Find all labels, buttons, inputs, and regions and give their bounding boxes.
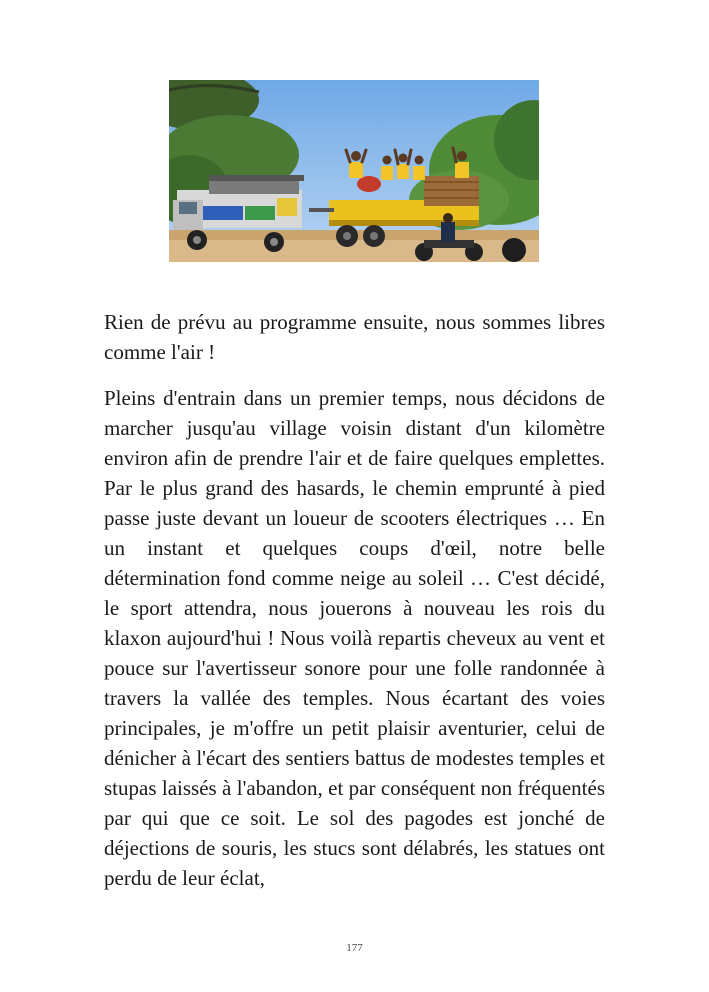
body-text [104,307,605,893]
paragraph-2: Pleins d'entrain dans un premier temps, nous décidons de marcher jusqu'au village voisin distant d'un kilomètre environ afin de prendre l'air et de faire quelques emplettes. Par le plus grand des hasards, le chemin emprunté à pied passe juste devant un loueur de scooters électriques … En un instant et quelques coups d'œil, notre belle détermination fond comme neige au soleil … C'est décidé, le sport attendra, nous jouerons à nouveau les rois du klaxon aujourd'hui ! Nous voilà repartis cheveux au vent et pouce sur l'avertisseur sonore pour une folle randonnée à travers la vallée des temples. Nous écartant des voies principales, je m'offre un petit plaisir aventurier, celui de dénicher à l'écart des sentiers battus de modestes temples et stupas laissés à l'abandon, et par conséquent non fréquentés par qui que ce soit. Le sol des pagodes est jonché de déjections de souris, les stucs sont délabrés, les statues ont perdu de leur éclat, [104,386,605,890]
paragraph-1: Rien de prévu au programme ensuite, nous sommes libres comme l'air ! [104,310,605,364]
balloon-crew-truck-photo [169,80,539,262]
page-number: 177 [346,942,363,954]
